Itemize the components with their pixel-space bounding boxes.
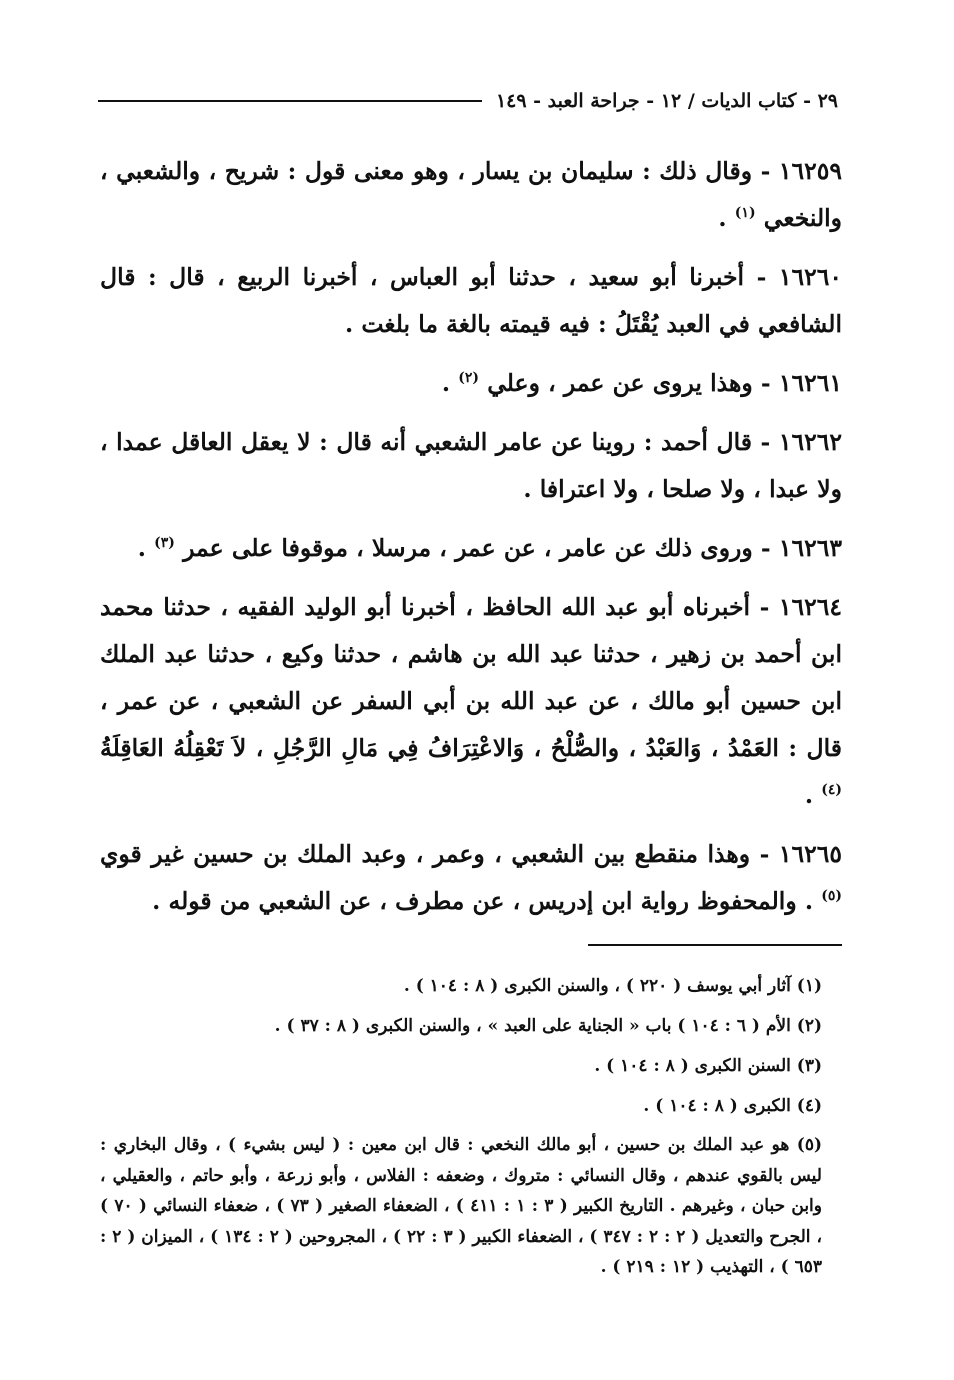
paragraph-16261 xyxy=(100,360,842,407)
paragraph-16264 xyxy=(100,584,842,819)
paragraph-text: ١٦٢٥٩ - وقال ذلك : سليمان بن يسار ، وهو معنى قول : شريح ، والشعبي ، والنخعي xyxy=(100,157,842,232)
paragraph-tail: . xyxy=(441,369,459,397)
paragraph-text: ١٦٢٦٤ - أخبرناه أبو عبد الله الحافظ ، أخبرنا أبو الوليد الفقيه ، حدثنا محمد ابن أحمد بن زهير ، حدثنا عبد الله بن هاشم ، حدثنا وكيع ، حدثنا عبد الملك ابن حسين أبو مالك ، عن عبد الله بن أبي السفر عن الشعبي ، عن عمر ، قال : العَمْدُ ، وَالعَبْدُ ، والصُّلْحُ ، وَالاعْتِرَافُ فِي مَالِ الرَّجُلِ ، لاَ تَعْقِلُهُ العَاقِلَةُ xyxy=(100,593,842,762)
paragraph-text: ١٦٢٦٠ - أخبرنا أبو سعيد ، حدثنا أبو العباس ، أخبرنا الربيع ، قال : قال الشافعي في العبد يُقْتَلُ : فيه قيمته بالغة ما بلغت . xyxy=(100,263,842,338)
footnote-3: (٣) السنن الكبرى ( ٨ : ١٠٤ ) . xyxy=(594,1056,822,1076)
paragraph-text: ١٦٢٦٢ - قال أحمد : روينا عن عامر الشعبي أنه قال : لا يعقل العاقل عمدا ، ولا عبدا ، ولا صلحا ، ولا اعترافا . xyxy=(100,428,842,503)
footnote-separator xyxy=(588,944,842,946)
paragraph-tail: . xyxy=(137,534,155,562)
paragraph-tail: . والمحفوظ رواية ابن إدريس ، عن مطرف ، عن الشعبي من قوله . xyxy=(152,887,822,915)
footnote-ref: (٤) xyxy=(821,782,842,799)
paragraph-16263 xyxy=(100,525,842,572)
paragraph-tail: . xyxy=(718,204,735,232)
footnote-ref: (١) xyxy=(734,205,756,222)
paragraph-16260 xyxy=(100,254,842,348)
paragraph-text: ١٦٢٦٣ - وروى ذلك عن عامر ، عن عمر ، مرسلا ، موقوفا على عمر xyxy=(183,534,842,562)
footnote-2: (٢) الأم ( ٦ : ١٠٤ ) باب « الجناية على العبد » ، والسنن الكبرى ( ٨ : ٣٧ ) . xyxy=(274,1016,822,1036)
footnotes xyxy=(100,966,842,1283)
running-header xyxy=(98,86,838,116)
paragraph-16265 xyxy=(100,831,842,925)
paragraph-tail: . xyxy=(804,781,822,809)
paragraph-text: ١٦٢٦١ - وهذا يروى عن عمر ، وعلي xyxy=(487,369,842,397)
footnote-ref: (٥) xyxy=(821,888,842,905)
footnote-4: (٤) الكبرى ( ٨ : ١٠٤ ) . xyxy=(643,1096,822,1116)
main-text xyxy=(100,148,842,937)
paragraph-16259 xyxy=(100,148,842,242)
footnote-5: (٥) هو عبد الملك بن حسين ، أبو مالك النخعي : قال ابن معين : ( ليس بشيء ) ، وقال البخاري : ليس بالقوي عندهم ، وقال النسائي : متروك ، وضعفه : الفلاس ، وأبو زرعة ، وأبو حاتم ، والعقيلي ، وابن حبان ، وغيرهم . التاريخ الكبير ( ٣ : ١ : ٤١١ ) ، الضعفاء الصغير ( ٧٣ ) ، ضعفاء النسائي ( ٧٠ ) ، الجرح والتعديل ( ٢ : ٢ : ٣٤٧ ) ، الضعفاء الكبير ( ٣ : ٢٢ ) ، المجروحين ( ٢ : ١٣٤ ) ، الميزان ( ٢ : ٦٥٣ ) ، التهذيب ( ١٢ : ٢١٩ ) . xyxy=(100,1135,822,1277)
footnote-ref: (٣) xyxy=(154,535,175,552)
running-title: ٢٩ - كتاب الديات / ١٢ - جراحة العبد - ١٤٩ xyxy=(495,90,838,112)
footnote-1: (١) آثار أبي يوسف ( ٢٢٠ ) ، والسنن الكبرى ( ٨ : ١٠٤ ) . xyxy=(403,976,822,996)
paragraph-text: ١٦٢٦٥ - وهذا منقطع بين الشعبي ، وعمر ، وعبد الملك بن حسين غير قوي xyxy=(100,840,842,868)
header-rule xyxy=(98,100,482,102)
paragraph-16262 xyxy=(100,419,842,513)
footnote-ref: (٢) xyxy=(458,370,479,387)
